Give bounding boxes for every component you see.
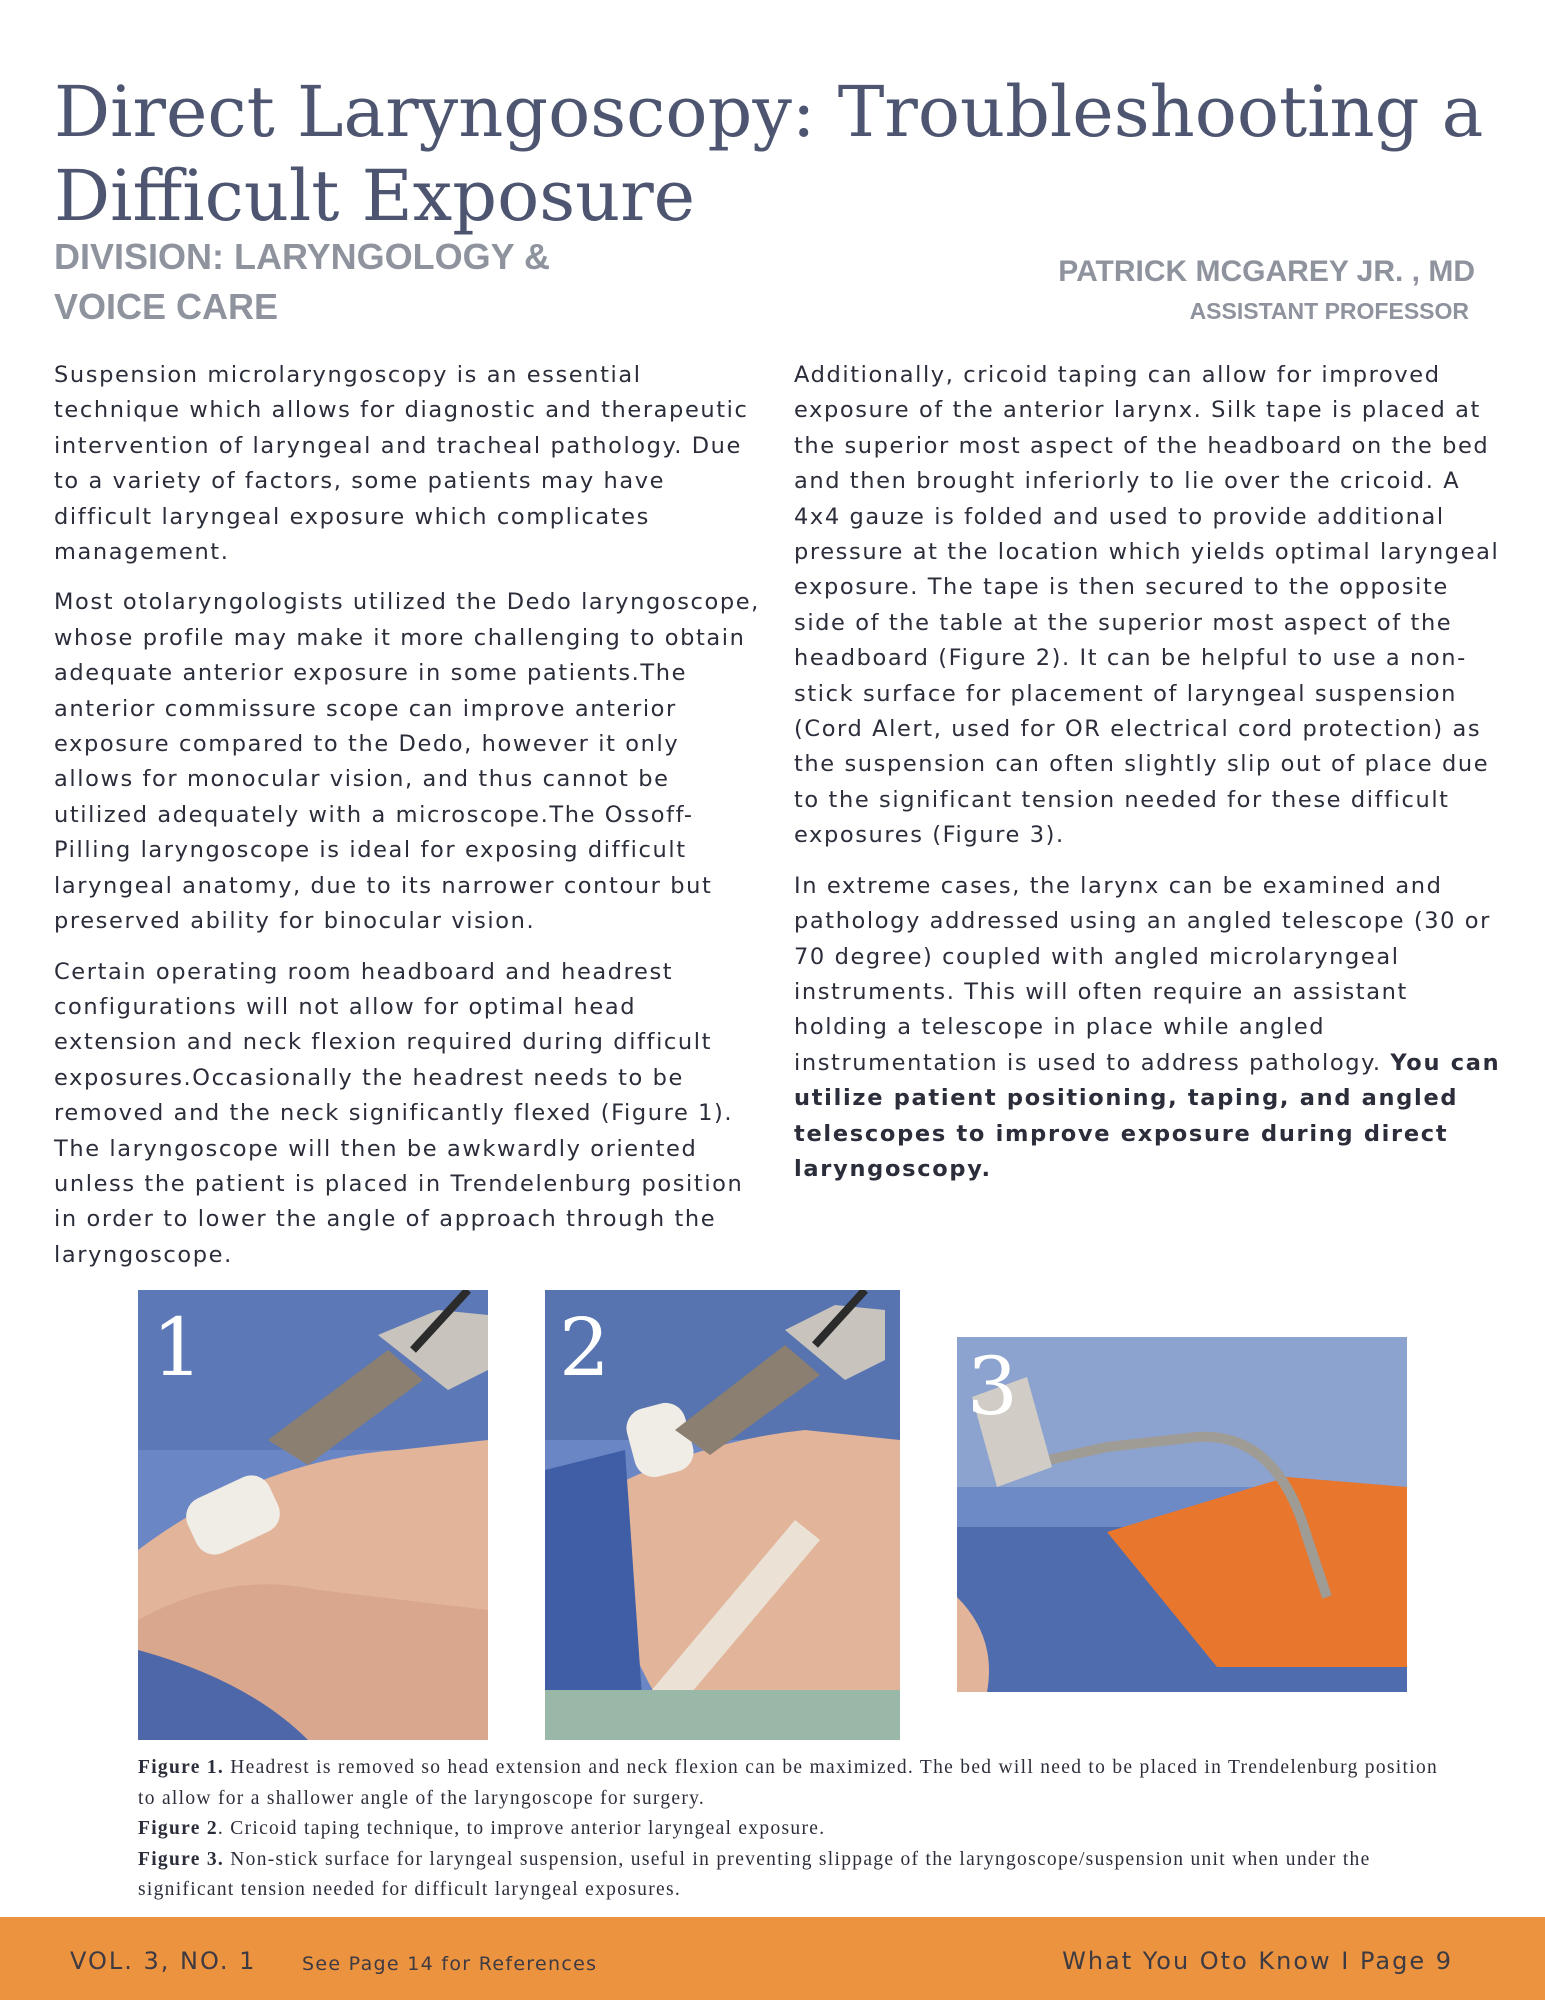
division-heading: DIVISION: LARYNGOLOGY & VOICE CARE xyxy=(54,236,551,327)
body-paragraph-4: Additionally, cricoid taping can allow for improved exposure of the anterior larynx. Silk tape is placed at the superior most aspect of the headboard on the bed and then brought inferiorly to lie over the cricoid. A 4x4 gauze is folded and used to provide additional pressure at the location which yields optimal laryngeal exposure. The tape is then secured to the opposite side of the table at the superior most aspect of the headboard (Figure 2). It can be helpful to use a non-stick surface for placement of laryngeal suspension (Cord Alert, used for OR electrical cord protection) as the suspension can often slightly slip out of place due to the significant tension needed for these difficult exposures (Figure 3). xyxy=(794,362,1500,849)
body-paragraph-2: Most otolaryngologists utilized the Dedo laryngoscope, whose profile may make it more challenging to obtain adequate anterior exposure in some patients.The anterior commissure scope can improve anterior exposure compared to the Dedo, however it only allows for monocular vision, and thus cannot be utilized adequately with a microscope.The Ossoff-Pilling laryngoscope is ideal for exposing difficult laryngeal anatomy, due to its narrower contour but preserved ability for binocular vision. xyxy=(54,589,760,935)
figure-3-photo xyxy=(957,1337,1407,1692)
caption-figure-1-text: Headrest is removed so head extension and neck flexion can be maximized. The bed will need to be placed in Trendelenburg position to allow for a shallower angle of the laryngoscope for surgery. xyxy=(138,1757,1439,1809)
caption-figure-1 xyxy=(138,1753,1458,1814)
caption-figure-2-label: Figure 2 xyxy=(138,1818,218,1839)
footer-band xyxy=(0,1917,1545,2000)
article-title: Direct Laryngoscopy: Troubleshooting a Difficult Exposure xyxy=(54,71,1484,237)
body-paragraph-5-text: In extreme cases, the larynx can be examined and pathology addressed using an angled telescope (30 or 70 degree) coupled with angled microlaryngeal instruments. This will often require an assistant holding a telescope in place while angled instrumentation is used to address pathology. xyxy=(794,872,1492,1076)
figure-captions xyxy=(138,1753,1458,1906)
page-number: What You Oto Know I Page 9 xyxy=(1062,1947,1453,1975)
figure-1-photo xyxy=(138,1290,488,1740)
caption-figure-1-label: Figure 1. xyxy=(138,1757,225,1778)
figure-2-number: 2 xyxy=(559,1301,610,1394)
references-note: See Page 14 for References xyxy=(302,1953,598,1975)
figure-3-illustration xyxy=(957,1337,1407,1692)
body-column-right xyxy=(794,358,1506,1202)
body-paragraph-3: Certain operating room headboard and headrest configurations will not allow for optimal head extension and neck flexion required during difficult exposures.Occasionally the headrest needs to be removed and the neck significantly flexed (Figure 1). The laryngoscope will then be awkwardly oriented unless the patient is placed in Trendelenburg position in order to lower the angle of approach through the laryngoscope. xyxy=(54,958,744,1268)
body-paragraph-1: Suspension microlaryngoscopy is an essential technique which allows for diagnostic and therapeutic intervention of laryngeal and tracheal pathology. Due to a variety of factors, some patients may have difficult laryngeal exposure which complicates management. xyxy=(54,362,749,566)
caption-figure-3-label: Figure 3. xyxy=(138,1848,225,1870)
caption-figure-2 xyxy=(138,1814,1458,1845)
figure-3-number: 3 xyxy=(967,1340,1018,1433)
body-paragraph-5 xyxy=(794,869,1506,1188)
author-name: PATRICK MCGAREY JR. , MD xyxy=(1058,255,1475,288)
caption-figure-2-text: . Cricoid taping technique, to improve anterior laryngeal exposure. xyxy=(217,1818,826,1839)
figure-1-number: 1 xyxy=(152,1301,203,1394)
body-paragraph-5-emphasis: You can utilize patient positioning, taping, and angled telescopes to improve exposure during direct laryngoscopy. xyxy=(794,1049,1501,1182)
figure-2-photo xyxy=(545,1290,900,1740)
body-column-left xyxy=(54,358,766,1288)
volume-label: VOL. 3, NO. 1 xyxy=(70,1947,257,1975)
caption-figure-3 xyxy=(138,1845,1458,1906)
caption-figure-3-text: Non-stick surface for laryngeal suspension, useful in preventing slippage of the laryngoscope/suspension unit when under the significant tension needed for difficult laryngeal exposures. xyxy=(138,1848,1371,1900)
author-role: ASSISTANT PROFESSOR xyxy=(1189,298,1469,324)
